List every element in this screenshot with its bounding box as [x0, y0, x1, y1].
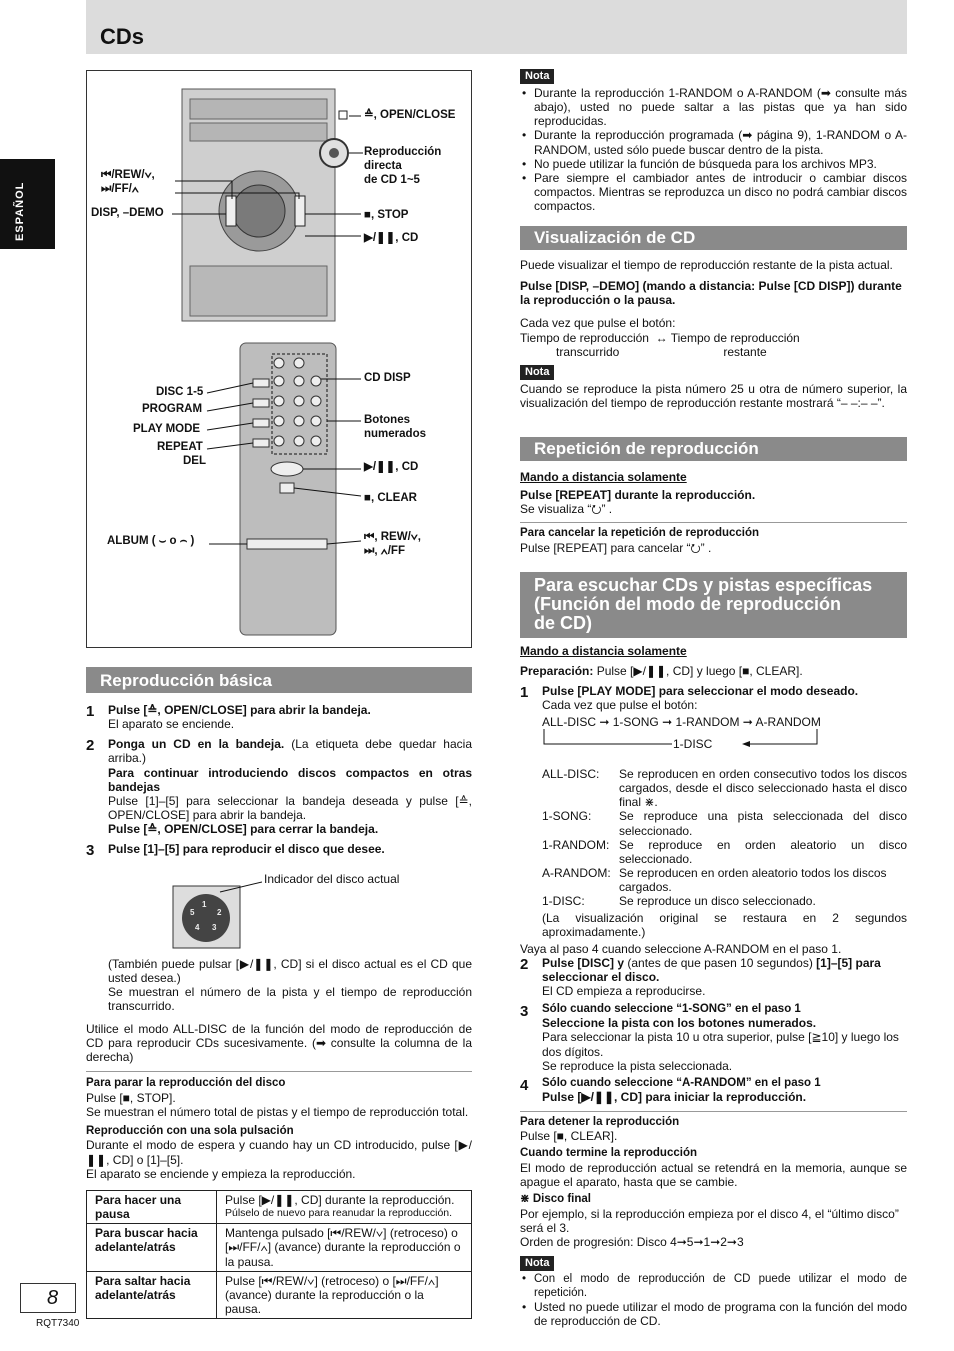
step-2-text: Pulse [1]–[5] para seleccionar la bandeja deseada y pulse [≙, OPEN/CLOSE] para abrir la bandeja.: [108, 793, 472, 823]
table-row: Para hacer una pausa Pulse [▶/❚❚, CD] durante la reproducción. Púlselo de nuevo para reanudar la reproducción.: [87, 1191, 472, 1224]
label-rew-ff: ⏮/REW/∨, ⏭/FF/∧: [101, 169, 155, 195]
label-open-close: ≙, OPEN/CLOSE: [364, 109, 456, 121]
svg-text:5: 5: [190, 908, 195, 917]
label-album: ALBUM ( ⌣ o ⌢ ): [107, 535, 195, 547]
nota-badge: Nota: [520, 365, 554, 380]
label-play-mode: PLAY MODE: [133, 423, 201, 435]
section-heading-basic: Reproducción básica: [86, 667, 472, 693]
doc-code: RQT7340: [36, 1318, 80, 1329]
step-2-note: (La etiqueta debe quedar hacia arriba.): [108, 737, 472, 766]
label-play-cd: ▶/❚❚, CD: [364, 232, 419, 244]
page-title: CDs: [100, 24, 145, 49]
step-number: 2: [86, 737, 95, 755]
list-item: • No puede utilizar la función de búsqueda para los archivos MP3.: [520, 157, 907, 171]
page-number-box: 8: [20, 1283, 76, 1313]
label-cd-disp: CD DISP: [364, 372, 411, 384]
divider: [86, 1071, 472, 1072]
alldisc-note: Utilice el modo ALL-DISC de la función del modo de reproducción de CD para reproducir CDs sucesivamente. (➡ consulte la columna de la derecha): [86, 1022, 472, 1065]
label-stop: ■, STOP: [364, 209, 409, 221]
list-item: • Pare siempre el cambiador antes de introducir o cambiar discos compactos. Mientras se reproduzca un disco no podrá cambiar discos compactos.: [520, 171, 907, 213]
step-2-cont: Para continuar introduciendo discos compactos en otras bandejas: [108, 765, 472, 794]
nota-badge: Nota: [520, 69, 554, 84]
disc-indicator-label: Indicador del disco actual: [264, 872, 400, 886]
step-number: 3: [86, 842, 95, 860]
repeat-section: Mando a distancia solamente Pulse [REPEAT] durante la reproducción. Se visualiza “⭮” . Para cancelar la repetición de reproducción Pulse [REPEAT] para cancelar “⭮” .: [520, 470, 907, 555]
section-heading-play-mode: Para escuchar CDs y pistas específicas (Función del modo de reproducción de CD): [520, 572, 907, 638]
step-1: Pulse [≙, OPEN/CLOSE] para abrir la bandeja.: [108, 703, 371, 717]
list-item: • Con el modo de reproducción de CD puede utilizar el modo de repetición.: [520, 1273, 907, 1300]
notes-top: [520, 68, 907, 213]
step-3-notes: (También puede pulsar [▶/❚❚, CD] si el disco actual es el CD que usted desea.) Se muestran el número de la pista y el tiempo de reproducción transcurrido.: [108, 957, 472, 1014]
stop-info: Para parar la reproducción del disco Pulse [■, STOP]. Se muestran el número total de pistas y el tiempo de reproducción total. Reproducción con una sola pulsación Durante el modo de espera y cuando hay un CD introducido, pulse [▶/❚❚, CD] o [1]–[5]. El aparato se enciende y empieza la reproducción.: [86, 1077, 472, 1181]
list-item: • Durante la reproducción 1-RANDOM o A-RANDOM (➡ consulte más abajo), usted no puede saltar a las pistas que ya han sido reproducidas.: [520, 86, 907, 128]
section-heading-repeat: Repetición de reproducción: [520, 437, 907, 461]
svg-text:1: 1: [202, 900, 207, 909]
list-item: • Usted no puede utilizar el modo de programa con la función del modo de reproducción de CD.: [520, 1300, 907, 1328]
device-illustration: [86, 70, 472, 648]
step-3: Pulse [1]–[5] para reproducir el disco que desee.: [108, 842, 385, 857]
table-row: Para buscar hacia adelante/atrás Mantenga pulsado [⏮/REW/∨] (retroceso) o [⏭/FF/∧] (avance) durante la reproducción o la pausa.: [87, 1224, 472, 1271]
label-clear: ■, CLEAR: [364, 492, 417, 504]
display-section: Puede visualizar el tiempo de reproducción restante de la pista actual. Pulse [DISP, –DEMO] (mando a distancia: Pulse [CD DISP]) durante la reproducción o la pausa. Cada vez que pulse el botón: Tiempo de reproducción ↔ Tiempo de reproducción transcurrido restante Nota Cuando se reproduce la pista número 25 u otra de número superior, la visualización del tiempo de reproducción restante mostrará “– –:– –”.: [520, 258, 907, 411]
step-number: 1: [86, 703, 95, 720]
language-tab: ESPAÑOL: [0, 159, 55, 249]
nota-badge: Nota: [520, 1256, 554, 1271]
step-2: Ponga un CD en la bandeja.: [108, 737, 285, 752]
label-number-buttons: Botones numerados: [364, 414, 426, 440]
step-1-sub: El aparato se enciende.: [108, 717, 235, 732]
svg-text:3: 3: [212, 923, 217, 932]
list-item: • Durante la reproducción programada (➡ página 9), 1-RANDOM o A-RANDOM, usted sólo puede buscar dentro de la pista.: [520, 128, 907, 156]
basic-steps: [86, 703, 472, 860]
step-2-close: Pulse [≙, OPEN/CLOSE] para cerrar la bandeja.: [108, 822, 379, 837]
steps-2-4: Vaya al paso 4 cuando seleccione A-RANDOM en el paso 1. 2 Pulse [DISC] y (antes de que pasen 10 segundos) [1]–[5] para seleccionar el disco. El CD empieza a reproducirse. 3 Sólo cuando seleccione “1-SONG” en el paso 1 Seleccione la pista con los botones numerados. Para seleccionar la pista 10 u otra superior, pulse [≧10] y luego los dos dígitos. Se reproduce la pista seleccionada. 4 Sólo cuando seleccione “A-RANDOM” en el paso 1 Pulse [▶/❚❚, CD] para iniciar la reproducción. Para detener la reproducción Pulse [■, CLEAR]. Cuando termine la reproducción El modo de reproducción actual se retendrá en la memoria, aunque se apague el aparato, hasta que se cambie. ⋇ Disco final Por ejemplo, si la reproducción empieza por el disco 4, el “último disco” será el 3. Orden de progresión: Disco 4➞5➞1➞2➞3 Nota • Con el modo de reproducción de CD puede utilizar el modo de repetición. • Usted no puede utilizar el modo de programa con la función del modo de reproducción de CD.: [520, 942, 907, 1329]
operations-table: [86, 1190, 472, 1319]
label-disc: DISC 1-5: [156, 386, 204, 398]
svg-text:2: 2: [217, 908, 222, 917]
label-play-cd-remote: ▶/❚❚, CD: [364, 461, 419, 473]
label-repeat: REPEAT: [157, 441, 203, 453]
disc-indicator-icon: [172, 880, 262, 950]
label-direct-cd: Reproducción directa de CD 1~5: [364, 146, 442, 186]
svg-text:4: 4: [195, 923, 200, 932]
label-disp: DISP, –DEMO: [91, 207, 164, 219]
label-program: PROGRAM: [142, 403, 203, 415]
play-mode-section: Mando a distancia solamente Preparación: Pulse [▶/❚❚, CD] y luego [■, CLEAR]. 1 Pulse [PLAY MODE] para seleccionar el modo deseado. Cada vez que pulse el botón: ALL-DISC ➞ 1-SONG ➞ 1-RANDOM ➞ A-RANDOM 1-DISC: [520, 644, 859, 751]
mode-list: ALL-DISC: Se reproducen en orden consecutivo todos los discos cargados, desde el disco seleccionado hasta el disco final ⋇. 1-SONG: Se reproduce una pista seleccionada del disco seleccionado. 1-RANDOM: Se reproduce en orden aleatorio un disco seleccionado. A-RANDOM: Se reproducen en orden aleatorio todos los discos cargados. 1-DISC: Se reproduce un disco seleccionado. (La visualización original se restaura en 2 segundos aproximadamente.): [542, 767, 907, 939]
label-del: DEL: [183, 455, 206, 467]
section-heading-display: Visualización de CD: [520, 226, 907, 250]
title-bar: [86, 0, 907, 54]
table-row: Para saltar hacia adelante/atrás Pulse [⏮/REW/∨] (retroceso) o [⏭/FF/∧] (avance) durante la reproducción o la pausa.: [87, 1271, 472, 1318]
label-rew-ff-remote: ⏮, REW/∨, ⏭, ∧/FF: [364, 531, 421, 557]
